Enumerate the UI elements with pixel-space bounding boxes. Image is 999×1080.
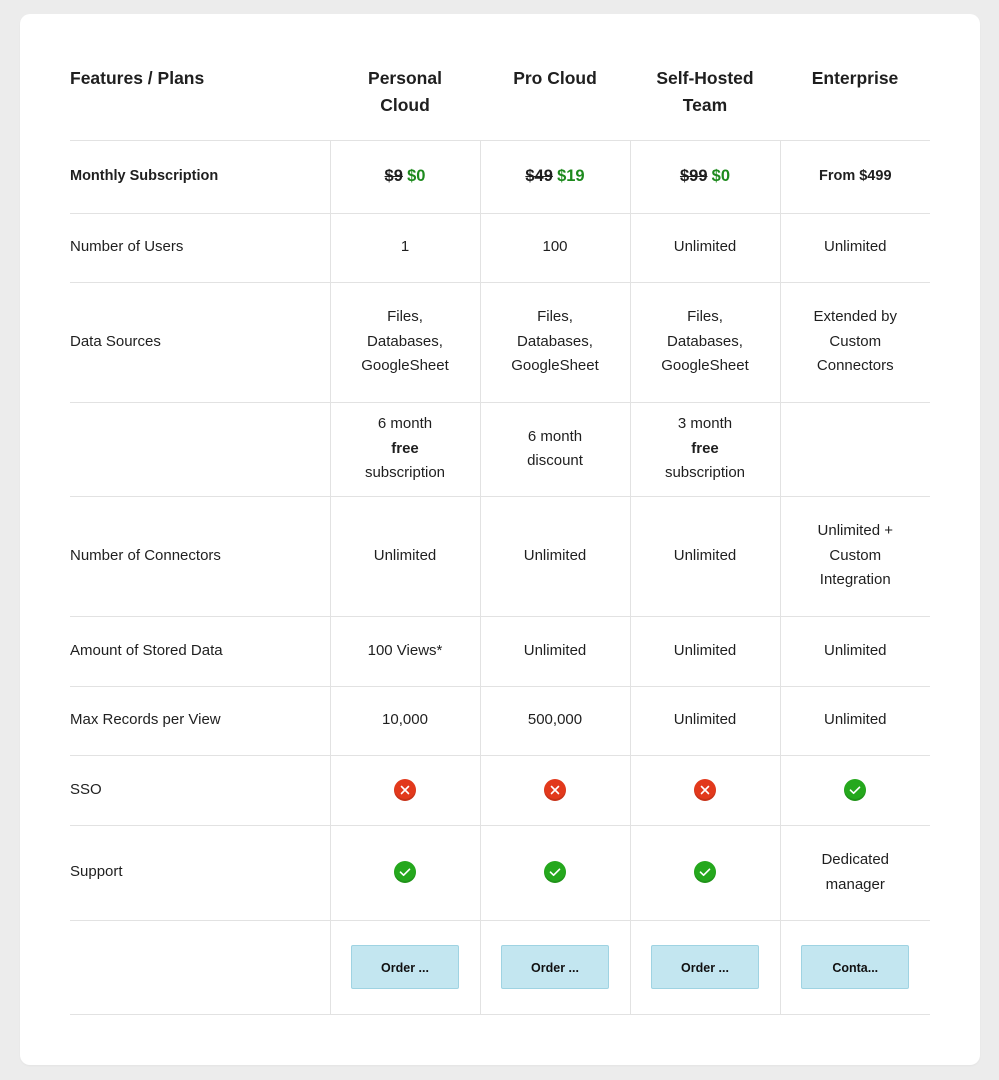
table-cell [330, 825, 480, 920]
price-cell [630, 140, 780, 213]
table-cell [480, 920, 630, 1014]
cell-line: subscription [664, 464, 746, 482]
table-cell [330, 402, 480, 496]
table-row-amount-of-stored-data [70, 616, 930, 686]
cell-line: Unlimited + [817, 522, 893, 540]
cell-line: Custom [829, 546, 882, 564]
cell-line: Connectors [816, 357, 894, 375]
table-cell [480, 825, 630, 920]
table-cell: 100 Views* [330, 616, 480, 686]
table-cell: Unlimited [630, 686, 780, 755]
check-circle-icon [394, 861, 416, 883]
cell-line: Integration [819, 571, 891, 589]
table-cell [630, 755, 780, 825]
plan-heading-line: Team [682, 95, 728, 115]
table-row-support [70, 825, 930, 920]
cell-line: subscription [364, 464, 446, 482]
price-cell [330, 140, 480, 213]
table-cell [780, 402, 930, 496]
cell-line: discount [527, 452, 583, 469]
enterprise-price: From $499 [818, 168, 892, 185]
feature-label: Max Records per View [70, 686, 330, 755]
table-cell: Unlimited [630, 213, 780, 282]
table-cell: 100 [480, 213, 630, 282]
table-cell: Unlimited [480, 616, 630, 686]
table-row-max-records-per-view [70, 686, 930, 755]
check-circle-icon [844, 779, 866, 801]
table-cell [630, 282, 780, 402]
table-cell: 1 [330, 213, 480, 282]
feature-label [70, 402, 330, 496]
table-cell: Unlimited [630, 616, 780, 686]
table-header-row [70, 54, 930, 140]
promo-bold: free [391, 439, 419, 457]
table-cell [780, 282, 930, 402]
table-cell [780, 496, 930, 616]
cell-line: 6 month [527, 427, 583, 445]
order-pro-cloud-button[interactable]: Order ... [501, 945, 609, 989]
table-cell [330, 755, 480, 825]
feature-label: Amount of Stored Data [70, 616, 330, 686]
cell-line [631, 412, 780, 461]
table-row-data-sources [70, 282, 930, 402]
table-cell [480, 402, 630, 496]
promo-text: 6 month [377, 415, 433, 433]
contact-enterprise-button[interactable]: Conta... [801, 945, 909, 989]
plan-heading-line: Personal [368, 68, 442, 88]
cell-line: Databases, [367, 332, 443, 350]
feature-label: Number of Connectors [70, 496, 330, 616]
promo-text: 3 month [677, 415, 733, 433]
x-circle-icon [394, 779, 416, 801]
table-cell: Unlimited [480, 496, 630, 616]
table-cell [480, 282, 630, 402]
pricing-card [20, 14, 980, 1065]
cell-line: Files, [537, 308, 573, 326]
table-cell [630, 402, 780, 496]
table-cell: Unlimited [780, 686, 930, 755]
old-price: $99 [679, 166, 708, 185]
feature-label: Number of Users [70, 213, 330, 282]
cell-line: Files, [387, 308, 423, 326]
table-row-monthly-subscription [70, 140, 930, 213]
cell-line: Files, [687, 308, 723, 326]
table-row-actions [70, 920, 930, 1014]
table-cell [780, 825, 930, 920]
cell-line [331, 412, 480, 461]
plan-heading-line: Self-Hosted [656, 68, 754, 88]
cell-line: Databases, [517, 332, 593, 350]
table-cell [630, 825, 780, 920]
table-cell [630, 920, 780, 1014]
table-cell [780, 755, 930, 825]
features-plans-heading: Features / Plans [70, 68, 205, 88]
plan-heading-line: Cloud [380, 95, 430, 115]
cell-line: Custom [829, 332, 882, 350]
table-row-sso [70, 755, 930, 825]
table-row-number-of-users [70, 213, 930, 282]
table-cell: Unlimited [780, 616, 930, 686]
plan-heading-enterprise: Enterprise [811, 68, 899, 88]
table-row-promotion [70, 402, 930, 496]
x-circle-icon [694, 779, 716, 801]
plan-heading-personal-cloud [330, 54, 480, 140]
table-cell: 10,000 [330, 686, 480, 755]
pricing-table [70, 54, 930, 1015]
cell-line: Extended by [813, 308, 897, 326]
cell-line: Dedicated [821, 851, 890, 868]
order-self-hosted-team-button[interactable]: Order ... [651, 945, 759, 989]
feature-label: Monthly Subscription [70, 140, 330, 213]
table-cell: Unlimited [330, 496, 480, 616]
cell-line: GoogleSheet [511, 357, 599, 375]
table-cell [780, 920, 930, 1014]
table-row-number-of-connectors [70, 496, 930, 616]
feature-label: Support [70, 825, 330, 920]
old-price: $9 [384, 166, 403, 185]
table-cell [330, 920, 480, 1014]
feature-label: SSO [70, 755, 330, 825]
check-circle-icon [694, 861, 716, 883]
plan-heading-pro-cloud: Pro Cloud [513, 68, 597, 88]
table-cell: Unlimited [780, 213, 930, 282]
feature-label: Data Sources [70, 282, 330, 402]
check-circle-icon [544, 861, 566, 883]
table-cell: 500,000 [480, 686, 630, 755]
cell-line: Databases, [667, 332, 743, 350]
cell-line: GoogleSheet [361, 357, 449, 375]
table-cell [330, 282, 480, 402]
x-circle-icon [544, 779, 566, 801]
cell-line: GoogleSheet [661, 357, 749, 375]
promo-bold: free [691, 439, 719, 457]
price-cell [480, 140, 630, 213]
new-price: $19 [557, 166, 585, 185]
plan-heading-self-hosted-team [630, 54, 780, 140]
old-price: $49 [525, 166, 553, 185]
feature-label [70, 920, 330, 1014]
table-cell [480, 755, 630, 825]
cell-line: manager [825, 875, 885, 893]
price-cell [780, 140, 930, 213]
new-price: $0 [711, 166, 731, 185]
new-price: $0 [407, 166, 426, 185]
table-cell: Unlimited [630, 496, 780, 616]
order-personal-cloud-button[interactable]: Order ... [351, 945, 459, 989]
